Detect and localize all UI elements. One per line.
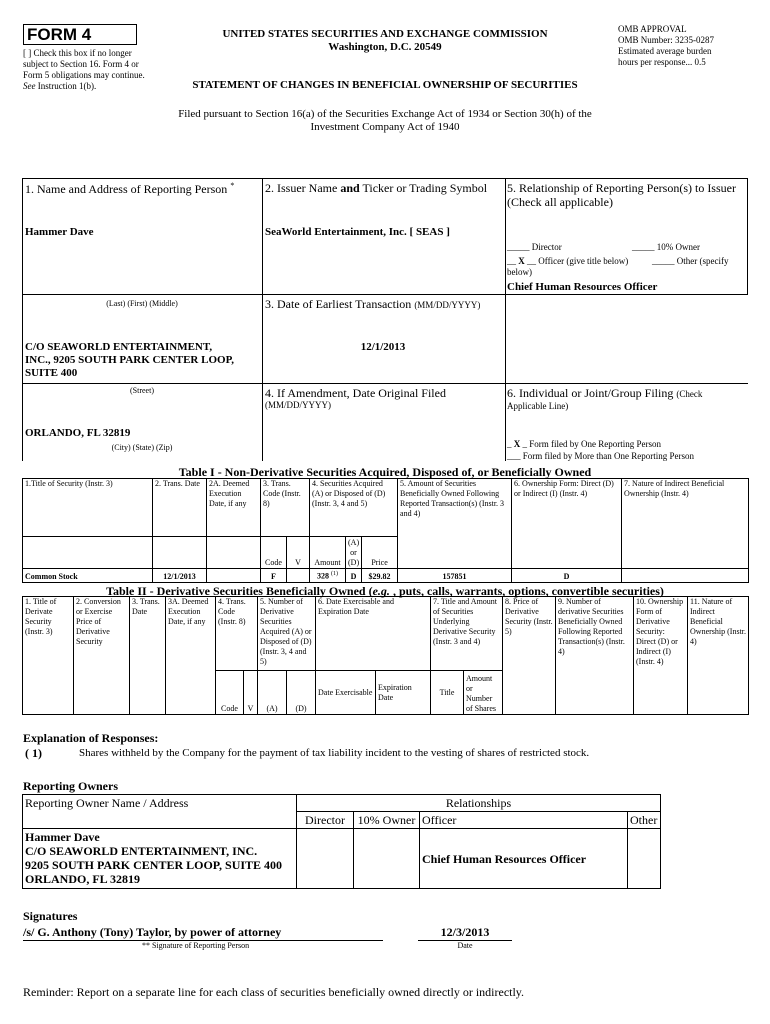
signatures-heading: Signatures [23, 909, 78, 923]
t1-deemed-date [207, 569, 261, 583]
t2-h9: 9. Number of derivative Securities Beneficially Owned Following Reported Transaction(s) (Instr. 4) [556, 597, 634, 715]
rel-other: _____ Other (specify [652, 256, 729, 266]
t1-price: $29.82 [362, 569, 398, 583]
explanation-heading: Explanation of Responses: [23, 731, 159, 745]
table1-title: Table I - Non-Derivative Securities Acquired, Disposed of, or Beneficially Owned [178, 465, 592, 479]
explanation-note-num: ( 1) [25, 746, 42, 760]
reporter-name: Hammer Dave [25, 226, 94, 238]
owner-director [297, 829, 354, 889]
t1-sub-price: Price [362, 537, 398, 569]
t1-form: D [512, 569, 622, 583]
owners-col-officer: Officer [420, 812, 628, 829]
owners-col-director: Director [297, 812, 354, 829]
owner-officer: Chief Human Resources Officer [420, 829, 628, 889]
explanation-note-text: Shares withheld by the Company for the payment of tax liability incident to the vesting of shares of restricted stock. [79, 747, 590, 759]
t2-h8: 8. Price of Derivative Security (Instr. 5) [503, 597, 556, 715]
t2-h3: 3. Trans. Date [130, 597, 166, 715]
t2-sub-expiration: Expiration Date [376, 671, 431, 715]
t2-sub-v: V [244, 671, 258, 715]
t2-sub-a: (A) [258, 671, 287, 715]
t2-sub-amount: Amount or Number of Shares [464, 671, 503, 715]
t1-trans-date: 12/1/2013 [153, 569, 207, 583]
t2-h3a: 3A. Deemed Execution Date, if any [166, 597, 216, 715]
box6-label: 6. Individual or Joint/Group Filing (Check [507, 386, 703, 400]
box3-label: 3. Date of Earliest Transaction (MM/DD/YYYY) [265, 297, 481, 311]
t1-h3: 3. Trans. Code (Instr. 8) [261, 479, 310, 537]
t1-h1: 1.Title of Security (Instr. 3) [23, 479, 153, 537]
t1-amount: 328 [317, 571, 330, 581]
box2-label: 2. Issuer Name and Ticker or Trading Symbol [265, 181, 488, 195]
t1-sub-ad: (A) or (D) [346, 537, 362, 569]
checkbox-note: [ ] Check this box if no longer subject to Section 16. Form 4 or Form 5 obligations may continue. See Instruction 1(b). [23, 48, 145, 91]
name-caption: (Last) (First) (Middle) [106, 299, 178, 308]
date-caption: Date [457, 941, 473, 950]
table1 [22, 478, 749, 583]
table-row [23, 829, 661, 889]
t1-h2: 2. Trans. Date [153, 479, 207, 537]
t1-security-title: Common Stock [23, 569, 153, 583]
owners-col-name: Reporting Owner Name / Address [23, 795, 297, 829]
t2-h10: 10. Ownership Form of Derivative Security: Direct (D) or Indirect (I) (Instr. 4) [634, 597, 688, 715]
t2-h5: 5. Number of Derivative Securities Acquired (A) or Disposed of (D) (Instr. 3, 4 and 5) [258, 597, 316, 671]
signer-name: /s/ G. Anthony (Tony) Taylor, by power of attorney [23, 925, 282, 939]
reminder: Reminder: Report on a separate line for each class of securities beneficially owned directly or indirectly. [23, 985, 525, 999]
box4-format: (MM/DD/YYYY) [265, 400, 331, 410]
rel-director: _____ Director [507, 242, 562, 252]
rel-other-below: below) [507, 267, 532, 277]
signature-caption: ** Signature of Reporting Person [142, 941, 250, 950]
t2-sub-code: Code [216, 671, 244, 715]
t1-code: F [261, 569, 287, 583]
table-row [23, 569, 749, 583]
t1-h4: 4. Securities Acquired (A) or Disposed of (D) (Instr. 3, 4 and 5) [310, 479, 398, 537]
t1-sub-code: Code [261, 537, 287, 569]
owner-other [628, 829, 661, 889]
owners-table [22, 794, 661, 889]
t2-h2: 2. Conversion or Exercise Price of Derivative Security [74, 597, 130, 715]
t2-h11: 11. Nature of Indirect Beneficial Ownership (Instr. 4) [688, 597, 749, 715]
agency-location: Washington, D.C. 20549 [328, 41, 442, 53]
t2-h7: 7. Title and Amount of Securities Underlying Derivative Security (Instr. 3 and 4) [431, 597, 503, 671]
t1-amount-cell [310, 569, 346, 583]
rel-10pct-owner: _____ 10% Owner [632, 242, 700, 252]
filed-pursuant: Filed pursuant to Section 16(a) of the Securities Exchange Act of 1934 or Section 30(h) of the Investment Company Act of 1940 [178, 108, 592, 133]
owners-heading: Reporting Owners [23, 779, 118, 793]
table2 [22, 596, 749, 715]
box5-label: 5. Relationship of Reporting Person(s) to Issuer (Check all applicable) [507, 181, 736, 209]
t1-ad: D [346, 569, 362, 583]
box4-label: 4. If Amendment, Date Original Filed [265, 386, 446, 400]
officer-title: Chief Human Resources Officer [507, 281, 658, 293]
omb-approval: OMB APPROVAL OMB Number: 3235-0287 Estimated average burden hours per response... 0.5 [618, 24, 714, 67]
filing-one-person: _ X _ Form filed by One Reporting Person [507, 439, 661, 449]
t1-nature [622, 569, 749, 583]
t2-h1: 1. Title of Derivate Security (Instr. 3) [23, 597, 74, 715]
t1-footnote: (1) [331, 571, 339, 577]
t1-h5: 5. Amount of Securities Beneficially Owned Following Reported Transaction(s) (Instr. 3 and 4) [398, 479, 512, 569]
t1-v [287, 569, 310, 583]
rel-officer: __ X __ Officer (give title below) [507, 256, 629, 266]
t1-h7: 7. Nature of Indirect Beneficial Ownership (Instr. 4) [622, 479, 749, 569]
t1-h2a: 2A. Deemed Execution Date, if any [207, 479, 261, 537]
signature-date: 12/3/2013 [440, 925, 490, 939]
t2-sub-title: Title [431, 671, 464, 715]
issuer-name: SeaWorld Entertainment, Inc. [ SEAS ] [265, 226, 450, 238]
owners-col-other: Other [628, 812, 661, 829]
form-title: FORM 4 [27, 25, 92, 44]
filing-more-persons: ___ Form filed by More than One Reporting Person [507, 451, 694, 461]
statement-title: STATEMENT OF CHANGES IN BENEFICIAL OWNERSHIP OF SECURITIES [192, 79, 578, 91]
t1-owned: 157851 [398, 569, 512, 583]
owners-col-10pct: 10% Owner [354, 812, 420, 829]
city-caption: (City) (State) (Zip) [111, 443, 173, 452]
agency-name: UNITED STATES SECURITIES AND EXCHANGE COMMISSION [222, 28, 548, 40]
t1-h6: 6. Ownership Form: Direct (D) or Indirect (I) (Instr. 4) [512, 479, 622, 569]
signature-date-line [418, 925, 512, 941]
reporter-address: C/O SEAWORLD ENTERTAINMENT, INC., 9205 SOUTH PARK CENTER LOOP, SUITE 400 [25, 341, 235, 379]
reporting-grid [22, 178, 748, 461]
form-title-box [23, 24, 137, 45]
table2-title: Table II - Derivative Securities Beneficially Owned (e.g. , puts, calls, warrants, options, convertible securities) [106, 584, 664, 598]
street-caption: (Street) [130, 386, 154, 395]
box1-label: 1. Name and Address of Reporting Person * [25, 181, 235, 196]
box6-sub: Applicable Line) [507, 401, 569, 411]
owner-10pct [354, 829, 420, 889]
earliest-transaction-date: 12/1/2013 [360, 341, 406, 353]
signer-line [23, 925, 383, 941]
t1-sub-v: V [287, 537, 310, 569]
t2-sub-d: (D) [287, 671, 316, 715]
owners-col-relationships: Relationships [297, 795, 661, 812]
t2-h4: 4. Trans. Code (Instr. 8) [216, 597, 258, 671]
t2-sub-exercisable: Date Exercisable [316, 671, 376, 715]
reporter-city: ORLANDO, FL 32819 [25, 427, 131, 439]
owner-name-address: Hammer Dave C/O SEAWORLD ENTERTAINMENT, INC. 9205 SOUTH PARK CENTER LOOP, SUITE 400 ORLANDO, FL 32819 [23, 829, 297, 889]
t1-sub-amount: Amount [310, 537, 346, 569]
t2-h6: 6. Date Exercisable and Expiration Date [316, 597, 431, 671]
